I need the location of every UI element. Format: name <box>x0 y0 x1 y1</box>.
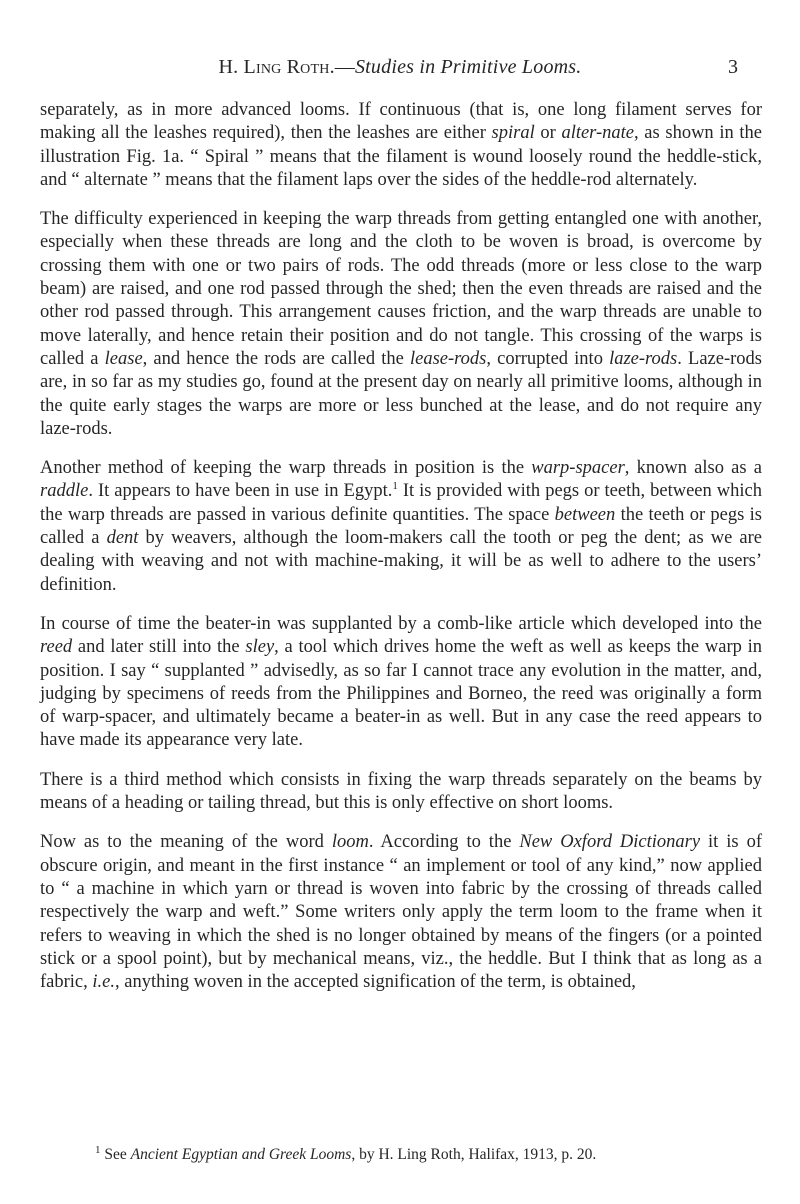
italic-term: i.e. <box>92 972 115 993</box>
header-author-name: Ling Roth <box>243 56 330 78</box>
footnote-marker: 1 <box>95 1143 101 1156</box>
paragraph <box>40 613 762 753</box>
footnote-reference: 1 <box>392 480 398 493</box>
text-run: . It appears to have been in use in Egypt. <box>88 481 393 502</box>
text-run: . Laze-rods are, in so far as my studies go, found at the present day on nearly all primitive looms, although in the quite early stages the warps are more or less bunched at the lease, and do not require any laze-rods. <box>40 348 762 439</box>
footnote-prefix: See <box>100 1146 131 1163</box>
text-run: , a tool which drives home the weft as well as keeps the warp in position. I say “ supplanted ” advisedly, as so far I cannot trace any evolution in the matter, and, judging by specimens of reeds from the Philippines and Borneo, the reed was originally a form of warp-spacer, and ultimately became a beater-in as well. But in any case the reed appears to have made its appearance very late. <box>40 637 762 751</box>
text-run: , anything woven in the accepted signification of the term, is obtained, <box>115 972 636 993</box>
text-run: Now as to the meaning of the word <box>40 832 332 853</box>
text-run: The difficulty experienced in keeping the warp threads from getting entangled one with another, especially when these threads are long and the cloth to be woven is broad, is overcome by crossing them with one or two pairs of rods. The odd threads (more or less close to the warp beam) are raised, and one rod passed through the shed; then the even threads are raised and the other rod passed through. This arrangement causes friction, and the warp threads are unable to move laterally, and hence retain their position and do not tangle. This crossing of the warps is called a <box>40 209 762 369</box>
text-run: separately, as in more advanced looms. If continuous (that is, one long filament serves for making all the leashes required), then the leashes are either <box>40 100 762 144</box>
paragraph <box>40 769 762 816</box>
italic-term: loom <box>331 832 369 853</box>
italic-term: laze-rods <box>609 348 678 369</box>
body-text <box>40 99 762 1010</box>
text-run: the teeth or pegs is called a <box>40 504 762 549</box>
header-author-prefix: H. <box>218 56 244 78</box>
paragraph <box>40 457 762 597</box>
text-run: There is a third method which consists in fixing the warp threads separately on the beams by means of a heading or tailing thread, but this is only effective on short looms. <box>40 769 762 814</box>
running-header <box>90 56 710 79</box>
text-run: . According to the <box>368 832 520 853</box>
paragraph <box>40 99 762 192</box>
header-separator: .— <box>329 56 355 78</box>
italic-term: dent <box>106 528 139 549</box>
italic-term: New Oxford Dictionary <box>519 832 701 853</box>
footnote <box>95 1143 775 1164</box>
italic-term: warp-spacer <box>531 458 625 479</box>
page-number: 3 <box>728 56 738 78</box>
text-run: It is provided with pegs or teeth, between which the warp threads are passed in various definite quantities. The space <box>40 481 762 525</box>
text-run: , as shown in the illustration Fig. 1a. “ Spiral ” means that the filament is wound loosely round the heddle-stick, and “ alternate ” means that the filament laps over the sides of the heddle-rod alternately. <box>40 123 762 190</box>
text-run: and later still into the <box>72 637 246 658</box>
italic-term: sley <box>245 637 275 658</box>
text-run: or <box>534 123 562 144</box>
italic-term: lease <box>104 348 143 369</box>
italic-term: alter-nate <box>561 123 635 144</box>
footnote-work-title: Ancient Egyptian and Greek Looms <box>130 1146 352 1163</box>
italic-term: raddle <box>40 481 89 502</box>
text-run: it is of obscure origin, and meant in the first instance “ an implement or tool of any kind,” now applied to “ a machine in which yarn or thread is woven into fabric by the crossing of threads called respectively the warp and weft.” Some writers only apply the term loom to the frame when it refers to weaving in which the shed is no longer obtained by means of the fingers (or a pointed stick or a spool point), but by mechanical means, viz., the heddle. But I think that as long as a fabric, <box>40 832 763 993</box>
text-run: by weavers, although the loom-makers call the tooth or peg the dent; as we are dealing with weaving and not with machine-making, it will be as well to adhere to the users’ definition. <box>40 528 763 595</box>
text-run: , known also as a <box>624 458 762 479</box>
text-run: In course of time the beater-in was supplanted by a comb-like article which developed into the <box>40 613 762 634</box>
paragraph <box>40 208 762 441</box>
text-run: Another method of keeping the warp threads in position is the <box>40 458 532 479</box>
paragraph <box>40 831 762 994</box>
text-run: , corrupted into <box>486 348 610 369</box>
italic-term: lease-rods <box>410 348 487 369</box>
header-title: Studies in Primitive Looms. <box>354 56 582 78</box>
text-run: , and hence the rods are called the <box>142 348 410 369</box>
footnote-suffix: , by H. Ling Roth, Halifax, 1913, p. 20. <box>351 1146 597 1163</box>
italic-term: between <box>554 504 616 525</box>
italic-term: spiral <box>491 123 535 144</box>
italic-term: reed <box>40 637 73 658</box>
